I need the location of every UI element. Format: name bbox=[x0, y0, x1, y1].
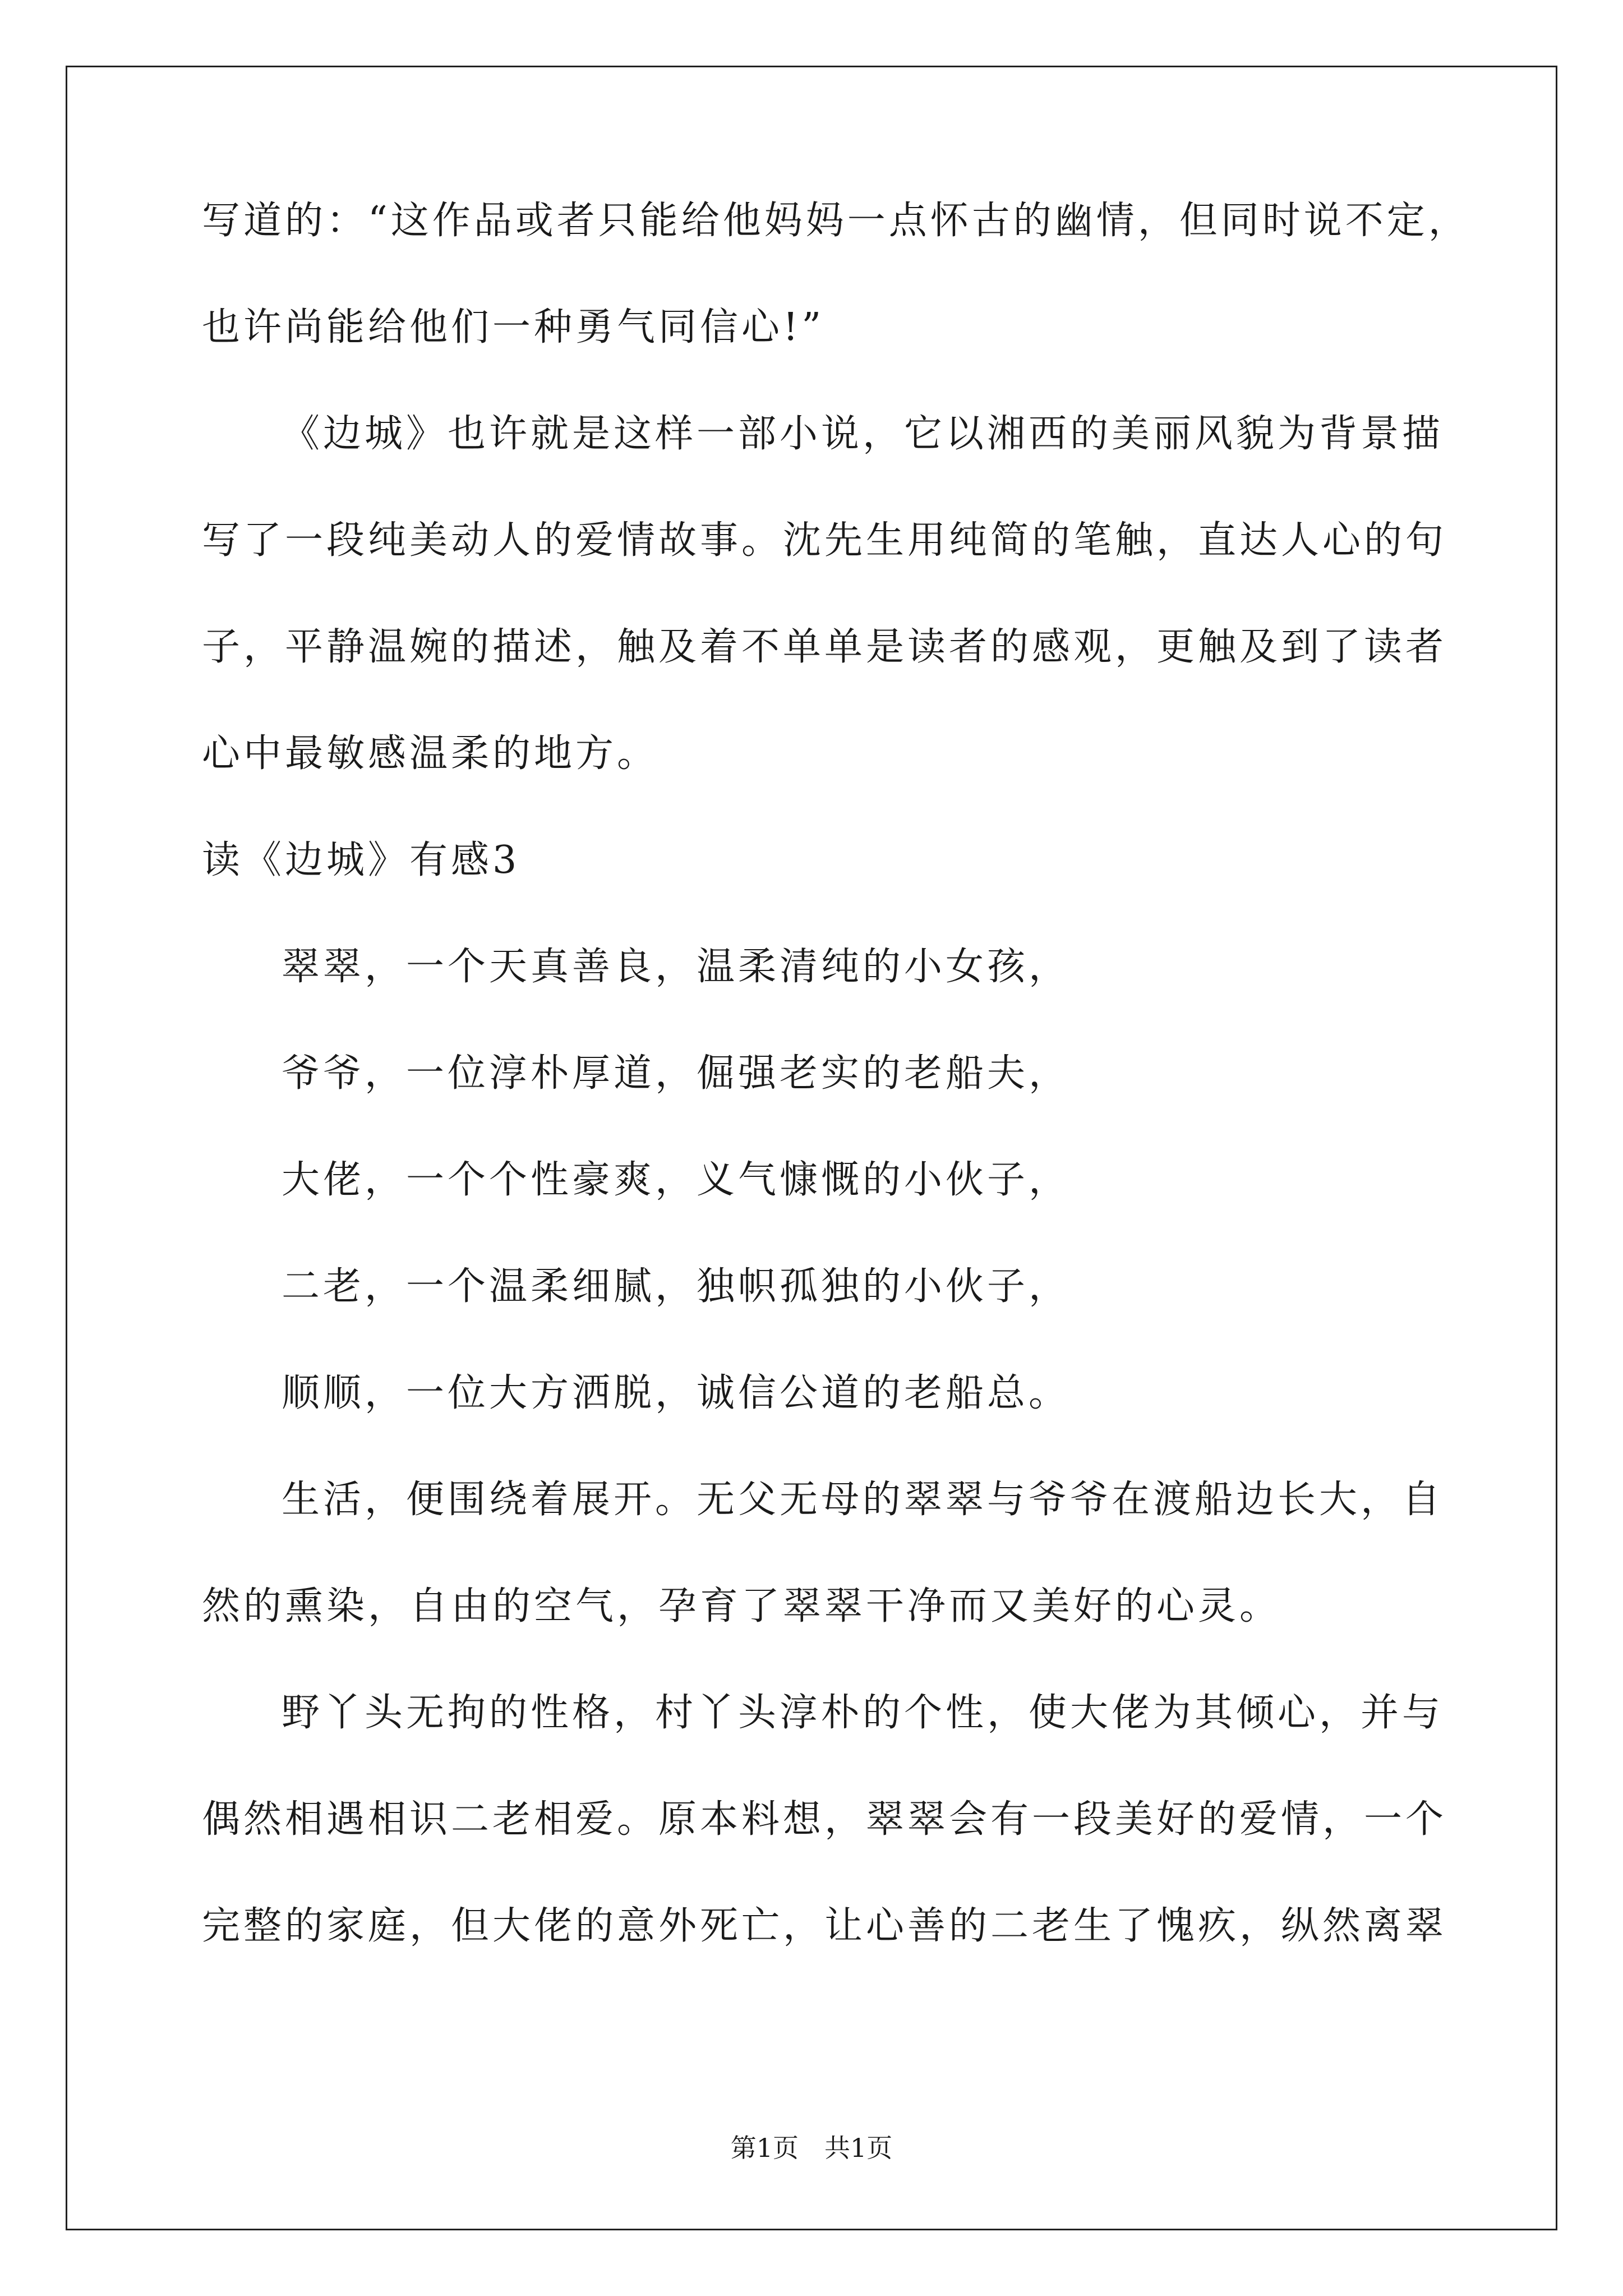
text-line: 野丫头无拘的性格，村丫头淳朴的个性，使大佬为其倾心，并与 bbox=[282, 1691, 1444, 1735]
text-line: 完整的家庭，但大佬的意外死亡，让心善的二老生了愧疚，纵然离翠 bbox=[202, 1904, 1447, 1948]
text-line: 《边城》也许就是这样一部小说，它以湘西的美丽风貌为背景描 bbox=[282, 412, 1444, 456]
text-line: 翠翠，一个天真善良，温柔清纯的小女孩， bbox=[282, 945, 1071, 989]
text-line: 大佬，一个个性豪爽，义气慷慨的小伙子， bbox=[282, 1158, 1071, 1202]
text-line: 爷爷，一位淳朴厚道，倔强老实的老船夫， bbox=[282, 1051, 1071, 1096]
text-line: 也许尚能给他们一种勇气同信心!” bbox=[202, 305, 825, 349]
text-line: 写了一段纯美动人的爱情故事。沈先生用纯简的笔触，直达人心的句 bbox=[202, 518, 1447, 563]
section-heading: 读《边城》有感3 bbox=[202, 838, 520, 882]
text-line: 写道的：“这作品或者只能给他妈妈一点怀古的幽情，但同时说不定， bbox=[202, 199, 1470, 243]
text-line: 二老，一个温柔细腻，独帜孤独的小伙子， bbox=[282, 1264, 1071, 1309]
text-line: 生活，便围绕着展开。无父无母的翠翠与爷爷在渡船边长大，自 bbox=[282, 1478, 1444, 1522]
text-line: 偶然相遇相识二老相爱。原本料想，翠翠会有一段美好的爱情，一个 bbox=[202, 1797, 1447, 1842]
page-number-footer: 第1页 共1页 bbox=[730, 2133, 893, 2163]
text-line: 子，平静温婉的描述，触及着不单单是读者的感观，更触及到了读者 bbox=[202, 625, 1447, 669]
text-line: 顺顺，一位大方洒脱，诚信公道的老船总。 bbox=[282, 1371, 1071, 1415]
text-line: 心中最敏感温柔的地方。 bbox=[202, 731, 659, 776]
document-body bbox=[202, 199, 1470, 2014]
text-line: 然的熏染，自由的空气，孕育了翠翠干净而又美好的心灵。 bbox=[202, 1584, 1281, 1628]
